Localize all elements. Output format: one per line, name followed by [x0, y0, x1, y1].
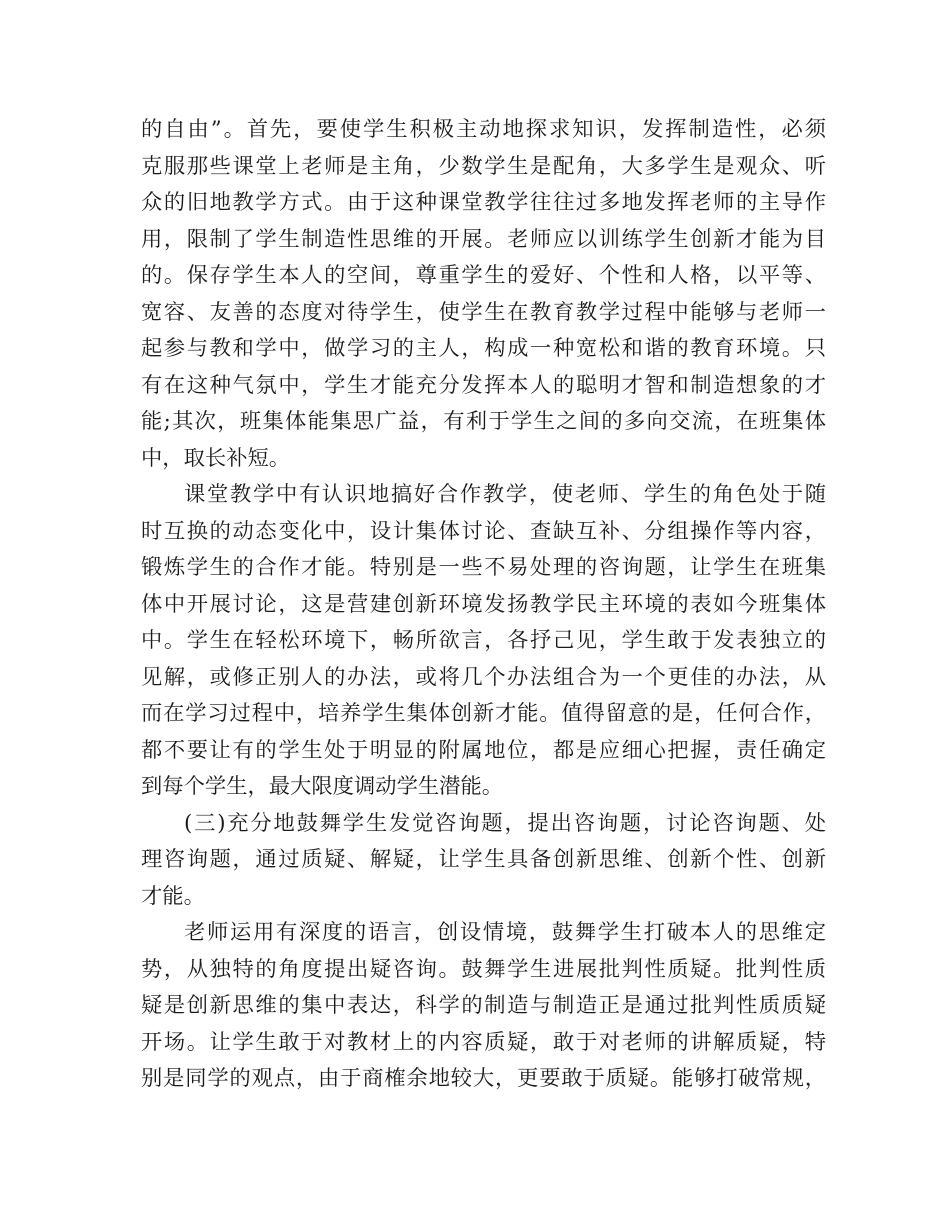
text-line: 中。学生在轻松环境下，畅所欲言，各抒己见，学生敢于发表独立的 — [141, 628, 826, 653]
paragraph-3 — [141, 806, 826, 916]
text-line: 宽容、友善的态度对待学生，使学生在教育教学过程中能够与老师一 — [141, 299, 826, 325]
text-line: 时互换的动态变化中，设计集体讨论、查缺互补、分组操作等内容， — [141, 518, 826, 544]
text-line: 起参与教和学中，做学习的主人，构成一种宽松和谐的教育环境。只 — [141, 336, 826, 361]
text-line: 开场。让学生敢于对教材上的内容质疑，敢于对老师的讲解质疑，特 — [141, 1029, 826, 1055]
text-line: 的自由”。首先，要使学生积极主动地探求知识，发挥制造性，必须 — [141, 117, 826, 142]
text-line: 才能。 — [141, 883, 205, 909]
text-line: 理咨询题，通过质疑、解疑，让学生具备创新思维、创新个性、创新 — [141, 847, 826, 872]
text-line: 众的旧地教学方式。由于这种课堂教学往往过多地发挥老师的主导作 — [141, 190, 826, 215]
text-line: 到每个学生，最大限度调动学生潜能。 — [141, 774, 504, 799]
text-line: 能;其次，班集体能集思广益，有利于学生之间的多向交流，在班集体 — [141, 409, 826, 434]
text-line: (三)充分地鼓舞学生发觉咨询题，提出咨询题，讨论咨询题、处 — [184, 810, 826, 836]
text-line: 体中开展讨论，这是营建创新环境发扬教学民主环境的表如今班集体 — [141, 591, 826, 617]
text-line: 中，取长补短。 — [141, 445, 291, 471]
text-line: 老师运用有深度的语言，创设情境，鼓舞学生打破本人的思维定 — [184, 920, 826, 945]
text-line: 疑是创新思维的集中表达，科学的制造与制造正是通过批判性质质疑 — [141, 993, 826, 1018]
text-line: 势，从独特的角度提出疑咨询。鼓舞学生进展批判性质疑。批判性质 — [141, 956, 826, 982]
text-line: 而在学习过程中，培养学生集体创新才能。值得留意的是，任何合作， — [141, 701, 826, 726]
paragraph-4 — [141, 915, 826, 1098]
paragraph-2 — [141, 477, 826, 806]
text-line: 有在这种气氛中，学生才能充分发挥本人的聪明才智和制造想象的才 — [141, 372, 826, 398]
text-line: 都不要让有的学生处于明显的附属地位，都是应细心把握，责任确定 — [141, 737, 826, 763]
text-line: 锻炼学生的合作才能。特别是一些不易处理的咨询题，让学生在班集 — [141, 555, 826, 580]
text-line: 课堂教学中有认识地搞好合作教学，使老师、学生的角色处于随 — [184, 482, 826, 507]
text-line: 用，限制了学生制造性思维的开展。老师应以训练学生创新才能为目 — [141, 226, 826, 252]
text-line: 的。保存学生本人的空间，尊重学生的爱好、个性和人格，以平等、 — [141, 263, 826, 288]
document-body — [141, 112, 826, 1098]
text-line: 克服那些课堂上老师是主角，少数学生是配角，大多学生是观众、听 — [141, 153, 826, 179]
text-line: 见解，或修正别人的办法，或将几个办法组合为一个更佳的办法，从 — [141, 664, 826, 690]
paragraph-1 — [141, 112, 826, 477]
text-line: 别是同学的观点，由于商榷余地较大，更要敢于质疑。能够打破常规， — [141, 1066, 826, 1091]
